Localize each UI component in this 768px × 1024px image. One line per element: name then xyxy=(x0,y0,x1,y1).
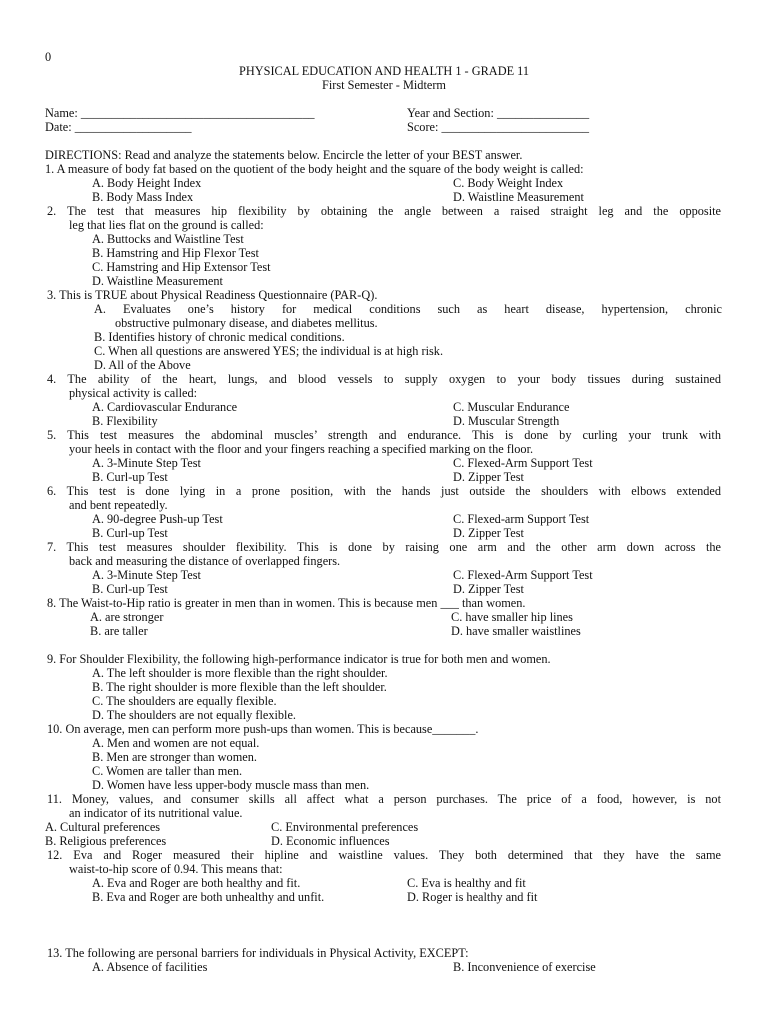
question-4-stem-cont: physical activity is called: xyxy=(69,386,198,400)
q10-option-b: B. Men are stronger than women. xyxy=(92,750,257,764)
q3-option-a-cont: obstructive pulmonary disease, and diabetes mellitus. xyxy=(115,316,378,330)
q10-option-d: D. Women have less upper-body muscle mass than men. xyxy=(92,778,370,792)
q6-option-a: A. 90-degree Push-up Test xyxy=(92,512,223,526)
q4-option-b: B. Flexibility xyxy=(92,414,158,428)
q11-option-d: D. Economic influences xyxy=(271,834,390,848)
q10-option-c: C. Women are taller than men. xyxy=(92,764,243,778)
q12-option-c: C. Eva is healthy and fit xyxy=(407,876,526,890)
date-field: Date: ___________________ xyxy=(45,120,192,134)
q5-option-b: B. Curl-up Test xyxy=(92,470,168,484)
q10-option-a: A. Men and women are not equal. xyxy=(92,736,260,750)
q7-option-c: C. Flexed-Arm Support Test xyxy=(453,568,593,582)
question-1-stem: 1. A measure of body fat based on the quotient of the body height and the square of the body weight is called: xyxy=(45,162,584,176)
question-11-stem: 11. Money, values, and consumer skills all affect what a person purchases. The price of a food, however, is not xyxy=(47,792,721,806)
q8-option-c: C. have smaller hip lines xyxy=(451,610,573,624)
q2-option-a: A. Buttocks and Waistline Test xyxy=(92,232,244,246)
score-field: Score: ________________________ xyxy=(407,120,590,134)
q11-option-a: A. Cultural preferences xyxy=(45,820,161,834)
page-number: 0 xyxy=(45,50,52,64)
question-5-stem-cont: your heels in contact with the floor and your fingers reaching a specified marking on the floor. xyxy=(69,442,534,456)
q5-option-d: D. Zipper Test xyxy=(453,470,524,484)
q1-option-d: D. Waistline Measurement xyxy=(453,190,584,204)
q7-option-d: D. Zipper Test xyxy=(453,582,524,596)
q6-option-d: D. Zipper Test xyxy=(453,526,524,540)
q1-option-b: B. Body Mass Index xyxy=(92,190,194,204)
question-12-stem-cont: waist-to-hip score of 0.94. This means that: xyxy=(69,862,283,876)
q6-option-b: B. Curl-up Test xyxy=(92,526,168,540)
question-6-stem-cont: and bent repeatedly. xyxy=(69,498,168,512)
question-5-stem: 5. This test measures the abdominal muscles’ strength and endurance. This is done by curling your trunk with xyxy=(47,428,721,442)
q5-option-c: C. Flexed-Arm Support Test xyxy=(453,456,593,470)
q1-option-a: A. Body Height Index xyxy=(92,176,202,190)
name-field: Name: ______________________________________ xyxy=(45,106,315,120)
q1-option-c: C. Body Weight Index xyxy=(453,176,564,190)
q2-option-d: D. Waistline Measurement xyxy=(92,274,223,288)
q9-option-c: C. The shoulders are equally flexible. xyxy=(92,694,277,708)
question-2-stem: 2. The test that measures hip flexibility by obtaining the angle between a raised straight leg and the opposite xyxy=(47,204,721,218)
q7-option-b: B. Curl-up Test xyxy=(92,582,168,596)
question-7-stem: 7. This test measures shoulder flexibility. This is done by raising one arm and the other arm down across the xyxy=(47,540,721,554)
q2-option-c: C. Hamstring and Hip Extensor Test xyxy=(92,260,271,274)
q12-option-a: A. Eva and Roger are both healthy and fit. xyxy=(92,876,301,890)
q11-option-c: C. Environmental preferences xyxy=(271,820,419,834)
question-4-stem: 4. The ability of the heart, lungs, and blood vessels to supply oxygen to your body tissues during sustained xyxy=(47,372,721,386)
q9-option-d: D. The shoulders are not equally flexible. xyxy=(92,708,296,722)
question-9-stem: 9. For Shoulder Flexibility, the following high-performance indicator is true for both men and women. xyxy=(47,652,551,666)
q4-option-c: C. Muscular Endurance xyxy=(453,400,570,414)
q6-option-c: C. Flexed-arm Support Test xyxy=(453,512,590,526)
q4-option-d: D. Muscular Strength xyxy=(453,414,560,428)
q3-option-b: B. Identifies history of chronic medical conditions. xyxy=(94,330,345,344)
q12-option-d: D. Roger is healthy and fit xyxy=(407,890,538,904)
q3-option-a: A. Evaluates one’s history for medical conditions such as heart disease, hypertension, chronic xyxy=(94,302,722,316)
q5-option-a: A. 3-Minute Step Test xyxy=(92,456,201,470)
q8-option-d: D. have smaller waistlines xyxy=(451,624,581,638)
question-7-stem-cont: back and measuring the distance of overlapped fingers. xyxy=(69,554,341,568)
question-6-stem: 6. This test is done lying in a prone position, with the hands just outside the shoulders with elbows extended xyxy=(47,484,721,498)
q4-option-a: A. Cardiovascular Endurance xyxy=(92,400,238,414)
q2-option-b: B. Hamstring and Hip Flexor Test xyxy=(92,246,259,260)
question-10-stem: 10. On average, men can perform more push-ups than women. This is because_______. xyxy=(47,722,479,736)
question-2-stem-cont: leg that lies flat on the ground is called: xyxy=(69,218,264,232)
question-12-stem: 12. Eva and Roger measured their hipline and waistline values. They both determined that they have the same xyxy=(47,848,721,862)
q3-option-c: C. When all questions are answered YES; the individual is at high risk. xyxy=(94,344,444,358)
question-8-stem: 8. The Waist-to-Hip ratio is greater in men than in women. This is because men ___ than women. xyxy=(47,596,526,610)
question-11-stem-cont: an indicator of its nutritional value. xyxy=(69,806,243,820)
q9-option-a: A. The left shoulder is more flexible than the right shoulder. xyxy=(92,666,388,680)
q13-option-b: B. Inconvenience of exercise xyxy=(453,960,596,974)
year-section-field: Year and Section: _______________ xyxy=(407,106,590,120)
q9-option-b: B. The right shoulder is more flexible than the left shoulder. xyxy=(92,680,387,694)
exam-subtitle: First Semester - Midterm xyxy=(322,78,446,92)
q12-option-b: B. Eva and Roger are both unhealthy and unfit. xyxy=(92,890,325,904)
q13-option-a: A. Absence of facilities xyxy=(92,960,208,974)
question-3-stem: 3. This is TRUE about Physical Readiness Questionnaire (PAR-Q). xyxy=(47,288,378,302)
q3-option-d: D. All of the Above xyxy=(94,358,191,372)
q8-option-a: A. are stronger xyxy=(90,610,164,624)
directions: DIRECTIONS: Read and analyze the statements below. Encircle the letter of your BEST answer. xyxy=(45,148,523,162)
q11-option-b: B. Religious preferences xyxy=(45,834,167,848)
question-13-stem: 13. The following are personal barriers for individuals in Physical Activity, EXCEPT: xyxy=(47,946,469,960)
q7-option-a: A. 3-Minute Step Test xyxy=(92,568,201,582)
exam-title: PHYSICAL EDUCATION AND HEALTH 1 - GRADE 11 xyxy=(239,64,529,78)
q8-option-b: B. are taller xyxy=(90,624,148,638)
